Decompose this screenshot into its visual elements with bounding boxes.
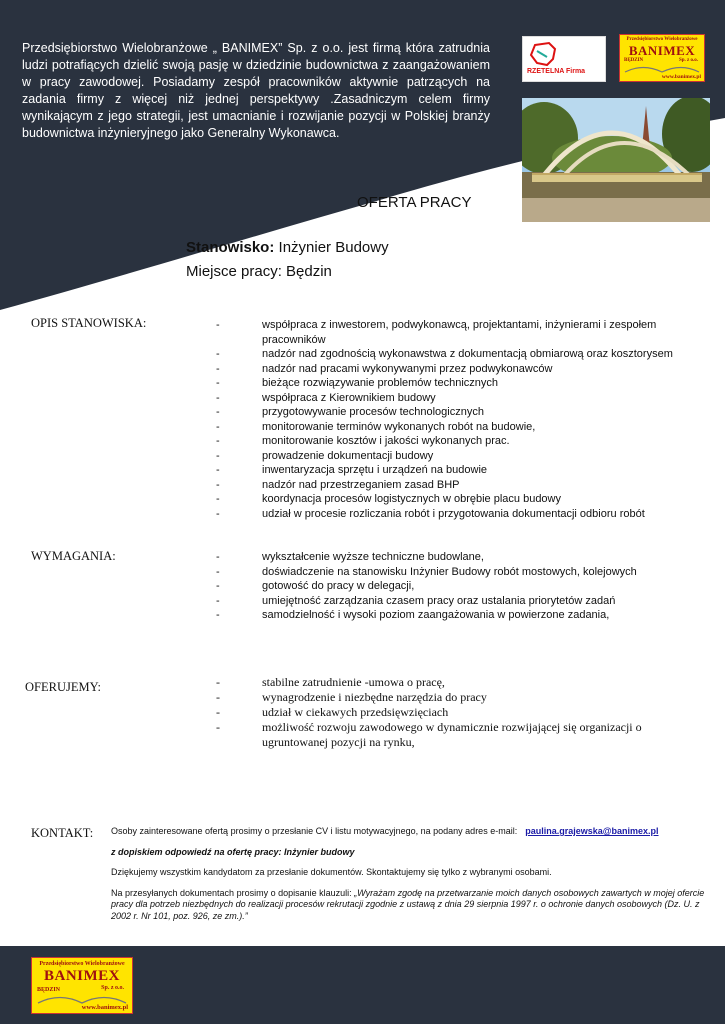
- banimex-logo-name: BANIMEX: [43, 968, 120, 984]
- list-item: - gotowość do pracy w delegacji,: [216, 580, 415, 592]
- list-item: - wykształcenie wyższe techniczne budowlane,: [216, 551, 484, 563]
- list-item: - samodzielność i wysoki poziom zaangażowania w powierzone zadania,: [216, 609, 610, 621]
- list-item: - nadzór nad zgodnością wykonawstwa z dokumentacją obmiarową oraz kosztorysem: [216, 348, 673, 360]
- contact-email-link[interactable]: paulina.grajewska@banimex.pl: [525, 826, 659, 836]
- list-item: - umiejętność zarządzania czasem pracy oraz ustalania priorytetów zadań: [216, 594, 616, 607]
- list-item: - współpraca z Kierownikiem budowy: [216, 391, 436, 404]
- description-list: [216, 318, 686, 521]
- list-item: - współpraca z inwestorem, podwykonawcą, projektantami, inżynierami i zespołem pracowników: [216, 319, 657, 346]
- banimex-logo-footer: [31, 957, 133, 1014]
- position-value: Inżynier Budowy: [274, 239, 389, 256]
- position-line: [186, 239, 389, 256]
- list-item: - stabilne zatrudnienie -umowa o pracę,: [216, 675, 445, 689]
- requirements-list: [216, 550, 686, 623]
- contact-section-label: KONTAKT:: [31, 826, 94, 840]
- banimex-logo-city: BĘDZIN: [624, 58, 644, 63]
- banimex-logo-suffix: Sp. z o.o.: [101, 985, 124, 991]
- location-line: Miejsce pracy: Będzin: [186, 263, 332, 280]
- list-item: - prowadzenie dokumentacji budowy: [216, 449, 434, 462]
- list-item: - inwentaryzacja sprzętu i urządzeń na budowie: [216, 464, 488, 476]
- banimex-logo-header: [619, 34, 705, 82]
- company-intro: Przedsiębiorstwo Wielobranżowe „ BANIMEX” Sp. z o.o. jest firmą która zatrudnia ludzi potrafiących dzielić swoją pasję w dziedzinie budownictwa z zaangażowaniem w pracy zawodowej. Posiadamy zespół pracowników aktywnie patrzących na zadania firmy z więcej niż jednej perspektywy .Zasadniczym celem firmy wynikającym z jego strategii, jest umacnianie i rozwijanie pozycji w Polskiej branży budownictwa inżynieryjnego jako Generalny Wykonawca.: [22, 41, 490, 140]
- list-item: - nadzór nad pracami wykonywanymi przez podwykonawców: [216, 362, 553, 375]
- rzetelna-firma-logo: [522, 36, 606, 82]
- list-item: - przygotowywanie procesów technologicznych: [216, 406, 484, 418]
- bridge-photo: [522, 98, 710, 222]
- list-item: - monitorowanie kosztów i jakości wykonanych prac.: [216, 435, 510, 447]
- contact-thanks: Dziękujemy wszystkim kandydatom za przesłanie dokumentów. Skontaktujemy się tylko z wybranymi osobami.: [111, 867, 552, 877]
- offer-section-label: OFERUJEMY:: [25, 680, 101, 694]
- offer-title: OFERTA PRACY: [357, 194, 472, 211]
- banimex-logo-url: www.banimex.pl: [661, 74, 701, 80]
- list-item: - monitorowanie terminów wykonanych robót na budowie,: [216, 420, 536, 433]
- banimex-logo-name: BANIMEX: [628, 43, 696, 58]
- list-item: - udział w ciekawych przedsięwzięciach: [216, 705, 449, 719]
- requirements-section-label: WYMAGANIA:: [31, 549, 116, 563]
- offer-list: [216, 675, 666, 750]
- list-item: - udział w procesie rozliczania robót i przygotowania dokumentacji odbioru robót: [216, 507, 645, 520]
- list-item: - doświadczenie na stanowisku Inżynier Budowy robót mostowych, kolejowych: [216, 565, 637, 578]
- list-item: - bieżące rozwiązywanie problemów technicznych: [216, 377, 499, 389]
- contact-block: [111, 826, 711, 931]
- banimex-logo-top-text: Przedsiębiorstwo Wielobranżowe: [626, 37, 698, 42]
- contact-intro: Osoby zainteresowane ofertą prosimy o przesłanie CV i listu motywacyjnego, na podany adres e-mail: paulina.grajewska@banimex.pl: [111, 826, 659, 836]
- contact-clause: Na przesyłanych dokumentach prosimy o dopisanie klauzuli: „Wyrażam zgodę na przetwarzanie moich danych osobowych zawartych w mojej ofercie pracy dla potrzeb niezbędnych do realizacji procesów rekrutacji zgodnie z ustawą z dnia 29 sierpnia 1997 r. o ochronie danych osobowych (Dz. U. z 2002 r. Nr 101, poz. 926, ze zm.).”: [111, 887, 705, 921]
- banimex-logo-city: BĘDZIN: [37, 987, 61, 993]
- banimex-logo-suffix: Sp. z o.o.: [678, 58, 698, 63]
- contact-subject-note: z dopiskiem odpowiedź na ofertę pracy: Inżynier budowy: [111, 846, 355, 857]
- list-item: - nadzór nad przestrzeganiem zasad BHP: [216, 478, 460, 491]
- list-item: - wynagrodzenie i niezbędne narzędzia do pracy: [216, 690, 487, 704]
- position-label: Stanowisko:: [186, 239, 275, 256]
- rzetelna-logo-text: RZETELNA Firma: [527, 68, 586, 75]
- banimex-logo-url: www.banimex.pl: [81, 1004, 128, 1011]
- list-item: - możliwość rozwoju zawodowego w dynamicznie rozwijającej się organizacji o ugruntowanej pozycji na rynku,: [216, 720, 642, 749]
- list-item: - koordynacja procesów logistycznych w obrębie placu budowy: [216, 493, 561, 505]
- description-section-label: OPIS STANOWISKA:: [31, 316, 147, 330]
- banimex-logo-top-text: Przedsiębiorstwo Wielobranżowe: [39, 961, 125, 967]
